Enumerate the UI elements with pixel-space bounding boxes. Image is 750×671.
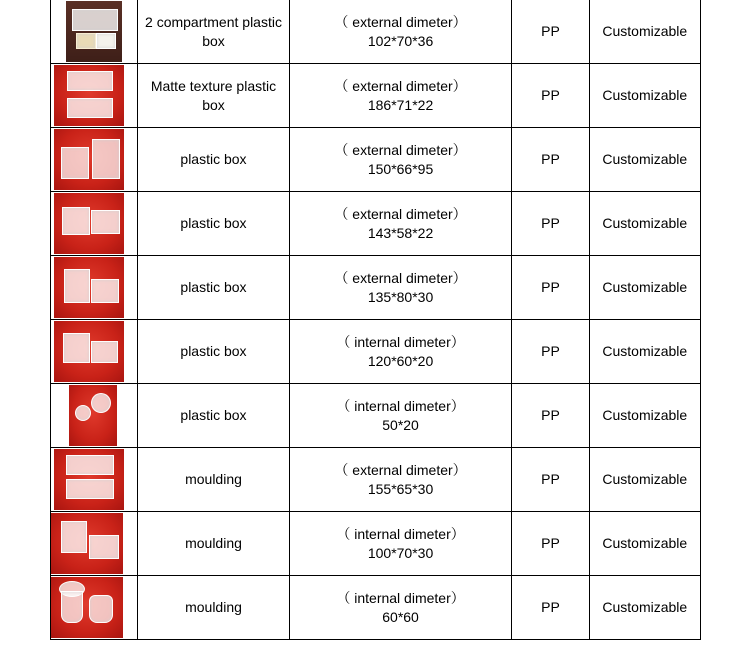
product-name: plastic box — [138, 320, 289, 384]
product-dimensions — [289, 448, 512, 512]
product-table — [50, 0, 701, 640]
flat-plastic-box-photo — [54, 193, 124, 254]
dimension-value: 150*66*95 — [367, 160, 434, 177]
hinged-plastic-box-photo — [54, 257, 124, 318]
product-dimensions — [289, 256, 512, 320]
table-row — [51, 448, 701, 512]
moulding-cylinder-box-photo — [51, 577, 123, 638]
dimension-value: 135*80*30 — [367, 288, 434, 305]
dimension-value: 143*58*22 — [367, 224, 434, 241]
dimension-value: 186*71*22 — [367, 96, 434, 113]
product-photo-cell — [51, 320, 138, 384]
product-photo-cell — [51, 256, 138, 320]
table-row — [51, 0, 701, 64]
table-row — [51, 256, 701, 320]
product-customization: Customizable — [589, 256, 700, 320]
product-photo-cell — [51, 512, 138, 576]
product-material: PP — [512, 576, 589, 640]
table-row — [51, 64, 701, 128]
dimension-type: （ external dimeter） — [334, 77, 467, 94]
product-customization: Customizable — [589, 128, 700, 192]
table-row — [51, 192, 701, 256]
matte-plastic-box-photo — [54, 65, 124, 126]
table-row — [51, 128, 701, 192]
dimension-type: （ external dimeter） — [334, 13, 467, 30]
product-material: PP — [512, 512, 589, 576]
dimension-value: 60*60 — [382, 608, 419, 625]
product-dimensions — [289, 192, 512, 256]
product-dimensions — [289, 512, 512, 576]
product-customization: Customizable — [589, 384, 700, 448]
product-name: plastic box — [138, 128, 289, 192]
product-dimensions — [289, 64, 512, 128]
product-customization: Customizable — [589, 320, 700, 384]
dimension-value: 102*70*36 — [367, 32, 434, 49]
product-material: PP — [512, 448, 589, 512]
round-plastic-box-photo — [69, 385, 117, 446]
product-name: plastic box — [138, 192, 289, 256]
table-row — [51, 576, 701, 640]
product-photo-cell — [51, 448, 138, 512]
tall-plastic-box-photo — [54, 129, 124, 190]
two-compartment-box-photo — [66, 1, 122, 62]
dimension-value: 50*20 — [382, 416, 419, 433]
dimension-type: （ external dimeter） — [334, 141, 467, 158]
product-material: PP — [512, 128, 589, 192]
dimension-type: （ internal dimeter） — [336, 333, 465, 350]
product-material: PP — [512, 256, 589, 320]
dimension-type: （ internal dimeter） — [336, 525, 465, 542]
product-name: moulding — [138, 576, 289, 640]
product-material: PP — [512, 384, 589, 448]
product-dimensions — [289, 128, 512, 192]
product-dimensions — [289, 320, 512, 384]
product-name: Matte texture plastic box — [138, 64, 289, 128]
product-material: PP — [512, 320, 589, 384]
product-name: plastic box — [138, 256, 289, 320]
product-photo-cell — [51, 128, 138, 192]
product-material: PP — [512, 64, 589, 128]
product-customization: Customizable — [589, 512, 700, 576]
dimension-value: 100*70*30 — [367, 544, 434, 561]
dimension-value: 155*65*30 — [367, 480, 434, 497]
product-customization: Customizable — [589, 576, 700, 640]
product-photo-cell — [51, 0, 138, 64]
product-dimensions — [289, 0, 512, 64]
product-photo-cell — [51, 384, 138, 448]
product-name: plastic box — [138, 384, 289, 448]
table-row — [51, 320, 701, 384]
product-photo-cell — [51, 576, 138, 640]
dimension-type: （ internal dimeter） — [336, 397, 465, 414]
product-photo-cell — [51, 192, 138, 256]
product-dimensions — [289, 384, 512, 448]
product-material: PP — [512, 0, 589, 64]
table-row — [51, 512, 701, 576]
dimension-value: 120*60*20 — [367, 352, 434, 369]
product-name: 2 compartment plastic box — [138, 0, 289, 64]
dimension-type: （ external dimeter） — [334, 461, 467, 478]
product-customization: Customizable — [589, 64, 700, 128]
product-material: PP — [512, 192, 589, 256]
product-customization: Customizable — [589, 0, 700, 64]
moulding-square-box-photo — [51, 513, 123, 574]
product-name: moulding — [138, 448, 289, 512]
product-customization: Customizable — [589, 192, 700, 256]
moulding-box-photo — [54, 449, 124, 510]
dimension-type: （ external dimeter） — [334, 269, 467, 286]
dimension-type: （ internal dimeter） — [336, 589, 465, 606]
table-row — [51, 384, 701, 448]
product-dimensions — [289, 576, 512, 640]
small-plastic-box-photo — [54, 321, 124, 382]
product-name: moulding — [138, 512, 289, 576]
product-photo-cell — [51, 64, 138, 128]
product-customization: Customizable — [589, 448, 700, 512]
dimension-type: （ external dimeter） — [334, 205, 467, 222]
